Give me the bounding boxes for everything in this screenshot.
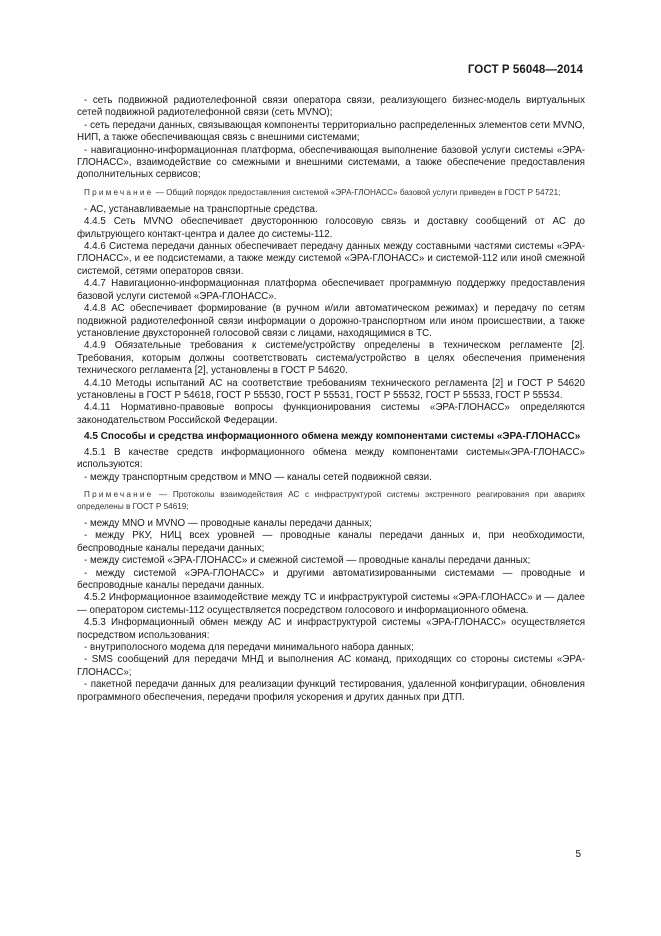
body-paragraph: - сеть передачи данных, связывающая компоненты территориально распределенных элементов сети MVNO, НИП, а также обеспечивающая связь с внешними системами; [77,119,585,144]
body-paragraph: 4.4.8 АС обеспечивает формирование (в ручном и/или автоматическом режимах) и передачу по сетям подвижной радиотелефонной связи информации о дорожно-транспортном или ином происшествии, а также установление двухсторонней голосовой связи с лицами, находящимися в ТС. [77,303,585,339]
body-paragraph: 4.5.1 В качестве средств информационного обмена между компонентами системы«ЭРА-ГЛОНАСС» используются: [77,446,585,471]
body-paragraph: - между транспортным средством и MNO — каналы сетей подвижной связи. [84,471,432,483]
body-paragraph: - АС, устанавливаемые на транспортные средства. [84,203,318,215]
body-paragraph: - пакетной передачи данных для реализации функций тестирования, удаленной конфигурации, обновления программного обеспечения, передачи профиля ускорения и других данных при ДТП. [77,679,585,703]
body-paragraph: 4.4.5 Сеть MVNO обеспечивает двустороннюю голосовую связь и доставку сообщений от АС до фильтрующего контакт-центра и далее до системы-112. [77,216,585,240]
body-paragraph: 4.4.7 Навигационно-информационная платформа обеспечивает программную поддержку предоставления базовой услуги системой «ЭРА-ГЛОНАСС». [77,278,585,302]
note-text: — Общий порядок предоставления системой «ЭРА-ГЛОНАСС» базовой услуги приведен в ГОСТ Р 54721; [155,187,561,197]
note-text: — Протоколы взаимодействия АС с инфраструктурой системы экстренного реагирования при авариях определены в ГОСТ Р 54619; [77,489,585,511]
body-paragraph: - между системой «ЭРА-ГЛОНАСС» и другими автоматизированными системами — проводные и беспроводные каналы передачи данных. [77,567,585,591]
body-paragraph: 4.5.2 Информационное взаимодействие между ТС и инфраструктурой системы «ЭРА-ГЛОНАСС» и — далее — оператором системы-112 осуществляется посредством голосового и информационного обмена. [77,592,585,616]
note-paragraph [77,187,585,199]
note-paragraph [77,489,585,513]
body-paragraph: - между РКУ, НИЦ всех уровней — проводные каналы передачи данных и, при необходимости, беспроводные каналы передачи данных; [77,530,585,554]
body-paragraph: 4.4.10 Методы испытаний АС на соответствие требованиям технического регламента [2] и ГОСТ Р 54620 установлены в ГОСТ Р 54618, ГОСТ Р 55530, ГОСТ Р 55531, ГОСТ Р 55532, ГОСТ Р 55533, ГОСТ Р 55534. [77,377,585,401]
body-paragraph: - между MNO и MVNO — проводные каналы передачи данных; [84,517,372,529]
body-paragraph: 4.5.3 Информационный обмен между АС и инфраструктурой системы «ЭРА-ГЛОНАСС» осуществляется посредством использования: [77,617,585,641]
body-paragraph: - SMS сообщений для передачи МНД и выполнения АС команд, приходящих со стороны системы «ЭРА-ГЛОНАСС»; [77,654,585,678]
document-body [77,95,585,704]
section-heading: 4.5 Способы и средства информационного обмена между компонентами системы «ЭРА-ГЛОНАСС» [84,431,581,443]
body-paragraph: - сеть подвижной радиотелефонной связи оператора связи, реализующего бизнес-модель виртуальных сетей подвижной радиотелефонной связи (сеть MVNO); [77,95,585,119]
page-number: 5 [575,849,581,860]
body-paragraph: - между системой «ЭРА-ГЛОНАСС» и смежной системой — проводные каналы передачи данных; [84,555,531,567]
body-paragraph: 4.4.9 Обязательные требования к системе/устройству определены в техническом регламенте [2]. Требования, которым должны соответствовать система/устройство в целях обеспечения применения технического регламента [2], установлены в ГОСТ Р 54620. [77,340,585,377]
body-paragraph: - навигационно-информационная платформа, обеспечивающая выполнение базовой услуги системы «ЭРА-ГЛОНАСС», взаимодействие со смежными и внешними системами, а также обеспечение предоставления дополнительных сервисов; [77,144,585,181]
document-id-header: ГОСТ Р 56048—2014 [467,64,583,76]
note-label: Примечание [84,489,154,499]
body-paragraph: - внутриполосного модема для передачи минимального набора данных; [84,642,414,654]
body-paragraph: 4.4.11 Нормативно-правовые вопросы функционирования системы «ЭРА-ГЛОНАСС» определяются законодательством Российской Федерации. [77,402,585,426]
body-paragraph: 4.4.6 Система передачи данных обеспечивает передачу данных между составными частями системы «ЭРА-ГЛОНАСС», и ее подсистемами, а также между системой «ЭРА-ГЛОНАСС» и системой-112 или иной смежной системой, сетями операторов связи. [77,241,585,277]
note-label: Примечание [84,187,154,197]
